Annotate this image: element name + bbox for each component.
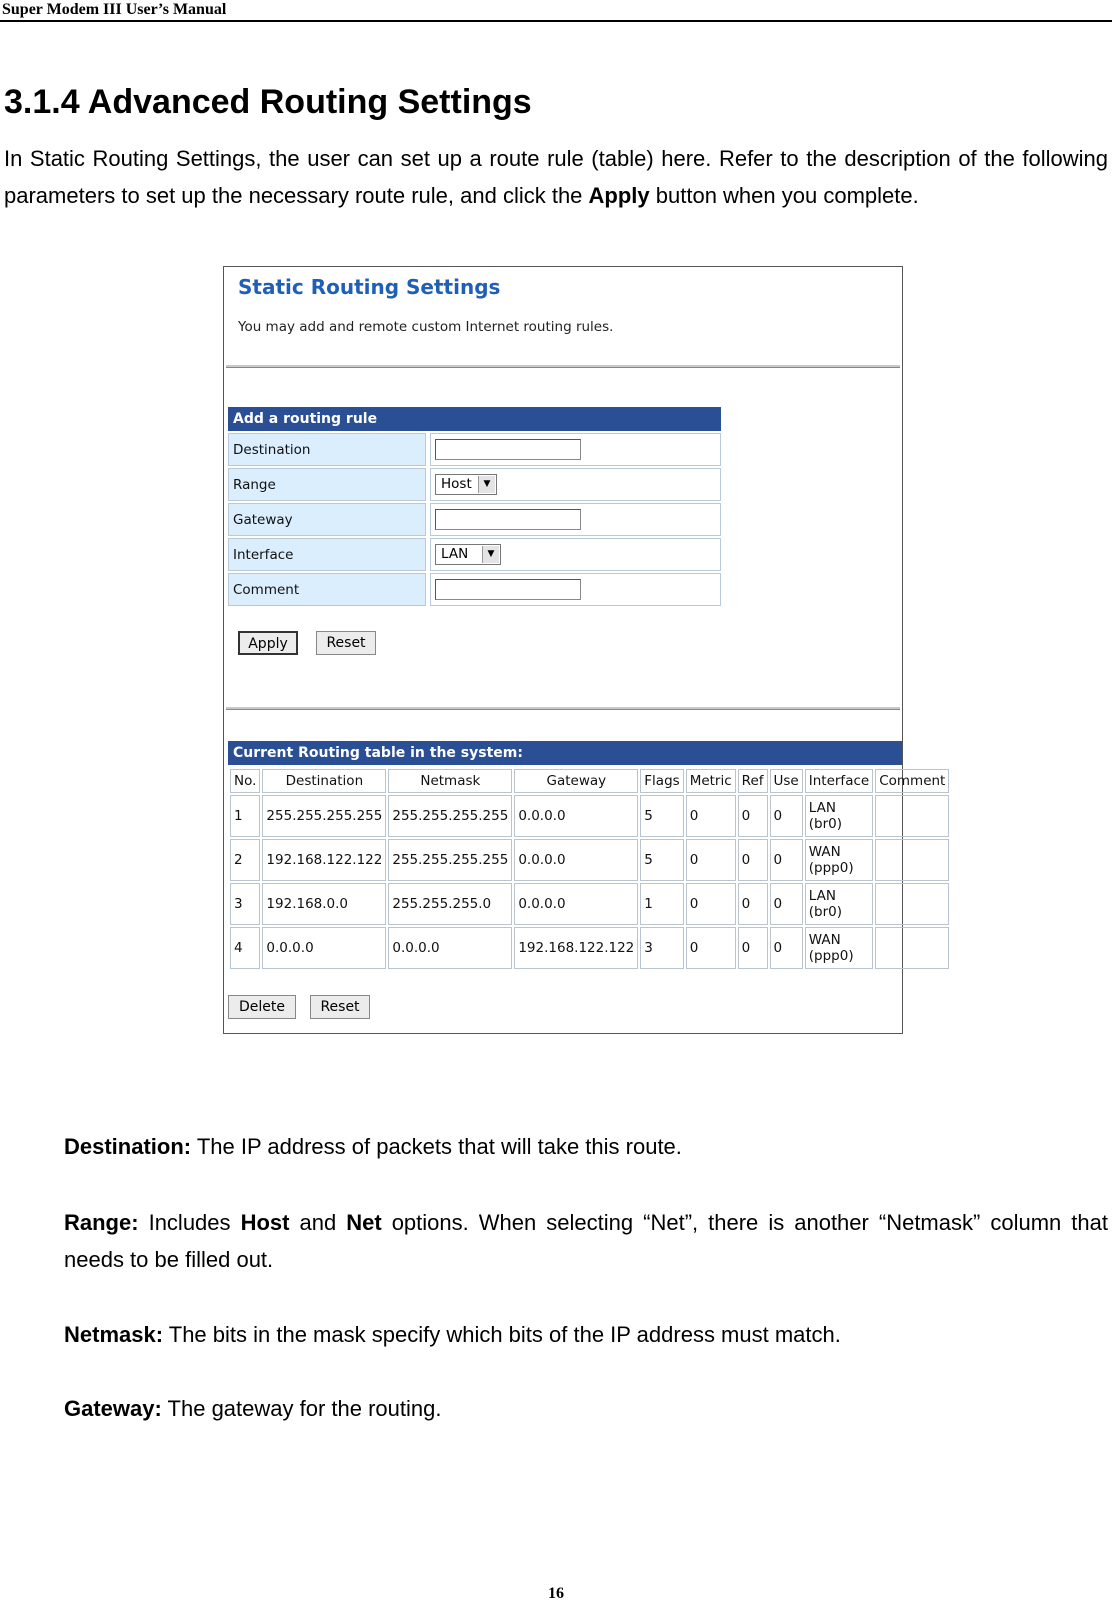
cell-gateway: 0.0.0.0 [514,795,638,837]
cell-destination: 192.168.122.122 [262,839,386,881]
cell-gateway: 0.0.0.0 [514,839,638,881]
col-destination: Destination [262,769,386,793]
range-net-bold: Net [346,1210,382,1235]
cell-use: 0 [770,883,803,925]
term-netmask: Netmask: [64,1322,164,1347]
cell-use: 0 [770,927,803,969]
range-host-bold: Host [240,1210,290,1235]
cell-destination: 192.168.0.0 [262,883,386,925]
intro-apply-bold: Apply [588,183,650,208]
screenshot-subtitle: You may add and remote custom Internet routing rules. [238,319,614,335]
table-row[interactable] [230,883,949,925]
chevron-down-icon[interactable]: ▼ [478,476,495,493]
destination-input[interactable] [435,439,581,460]
table-row[interactable] [230,795,949,837]
cell-ref: 0 [738,795,768,837]
term-range: Range: [64,1210,139,1235]
table-row[interactable] [230,927,949,969]
cell-gateway: 0.0.0.0 [514,883,638,925]
cell-destination: 0.0.0.0 [262,927,386,969]
gateway-label: Gateway [228,503,426,536]
cell-metric: 0 [686,839,736,881]
interface-name: WAN [808,844,841,860]
cell-interface [805,839,873,881]
desc-range-c: options. When selecting “Net”, there is another “Netmask” column that needs to be filled out. [64,1210,1108,1272]
comment-input[interactable] [435,579,581,600]
range-select-value: Host [441,476,472,492]
interface-name: WAN [808,932,841,948]
range-label: Range [228,468,426,501]
term-gateway: Gateway: [64,1396,162,1421]
routing-table-header: Current Routing table in the system: [228,741,902,765]
table-reset-button[interactable]: Reset [310,995,370,1019]
desc-range-b: and [289,1210,347,1235]
range-row [228,468,721,503]
cell-destination: 255.255.255.255 [262,795,386,837]
desc-netmask: The bits in the mask specify which bits of the IP address must match. [163,1322,841,1347]
cell-netmask: 255.255.255.255 [388,795,512,837]
interface-label: Interface [228,538,426,571]
col-interface: Interface [805,769,873,793]
cell-interface [805,927,873,969]
col-comment: Comment [875,769,949,793]
comment-label: Comment [228,573,426,606]
interface-row [228,538,721,573]
destination-label: Destination [228,433,426,466]
cell-no: 3 [230,883,260,925]
interface-device: (br0) [808,904,842,920]
cell-interface [805,883,873,925]
destination-description [64,1128,1108,1165]
interface-select[interactable] [435,544,501,565]
routing-table-head [230,769,949,793]
cell-flags: 5 [640,795,683,837]
cell-comment [875,839,949,881]
col-ref: Ref [738,769,768,793]
delete-button[interactable]: Delete [228,995,296,1019]
intro-text-2: button when you complete. [649,183,919,208]
interface-device: (ppp0) [808,860,854,876]
comment-row [228,573,721,608]
cell-ref: 0 [738,839,768,881]
cell-netmask: 255.255.255.0 [388,883,512,925]
reset-button[interactable]: Reset [316,631,376,655]
cell-ref: 0 [738,883,768,925]
netmask-description [64,1316,1108,1353]
cell-comment [875,795,949,837]
interface-select-value: LAN [441,546,469,562]
page-header: Super Modem III User’s Manual [0,0,1112,22]
cell-no: 2 [230,839,260,881]
routing-screenshot [223,266,946,1034]
chevron-down-icon[interactable]: ▼ [482,546,499,563]
col-gateway: Gateway [514,769,638,793]
intro-paragraph [4,140,1108,214]
cell-no: 4 [230,927,260,969]
col-flags: Flags [640,769,683,793]
cell-comment [875,927,949,969]
col-use: Use [770,769,803,793]
gateway-description [64,1390,1108,1427]
page-number: 16 [548,1585,564,1602]
gateway-row [228,503,721,538]
col-netmask: Netmask [388,769,512,793]
section-heading: 3.1.4 Advanced Routing Settings [4,83,532,121]
cell-use: 0 [770,839,803,881]
interface-name: LAN [808,800,836,816]
interface-device: (br0) [808,816,842,832]
desc-gateway: The gateway for the routing. [161,1396,442,1421]
destination-row [228,433,721,468]
screenshot-title: Static Routing Settings [238,275,501,299]
cell-netmask: 0.0.0.0 [388,927,512,969]
interface-device: (ppp0) [808,948,854,964]
cell-metric: 0 [686,927,736,969]
col-metric: Metric [686,769,736,793]
desc-range-a: Includes [138,1210,241,1235]
cell-ref: 0 [738,927,768,969]
cell-metric: 0 [686,795,736,837]
col-no: No. [230,769,260,793]
cell-comment [875,883,949,925]
cell-flags: 5 [640,839,683,881]
intro-text-1: In Static Routing Settings, the user can set up a route rule (table) here. Refer to the description of the following parameters to set up the necessary route rule, and click the [4,146,1108,208]
interface-name: LAN [808,888,836,904]
cell-flags: 1 [640,883,683,925]
cell-netmask: 255.255.255.255 [388,839,512,881]
range-description [64,1204,1108,1278]
divider [226,707,900,710]
cell-flags: 3 [640,927,683,969]
range-select[interactable] [435,474,497,495]
cell-metric: 0 [686,883,736,925]
table-row[interactable] [230,839,949,881]
term-destination: Destination: [64,1134,192,1159]
routing-table [228,767,951,971]
cell-interface [805,795,873,837]
apply-button[interactable]: Apply [238,631,298,655]
cell-gateway: 192.168.122.122 [514,927,638,969]
gateway-input[interactable] [435,509,581,530]
add-rule-header: Add a routing rule [228,407,721,431]
divider [226,365,900,368]
cell-use: 0 [770,795,803,837]
desc-destination: The IP address of packets that will take this route. [191,1134,682,1159]
cell-no: 1 [230,795,260,837]
